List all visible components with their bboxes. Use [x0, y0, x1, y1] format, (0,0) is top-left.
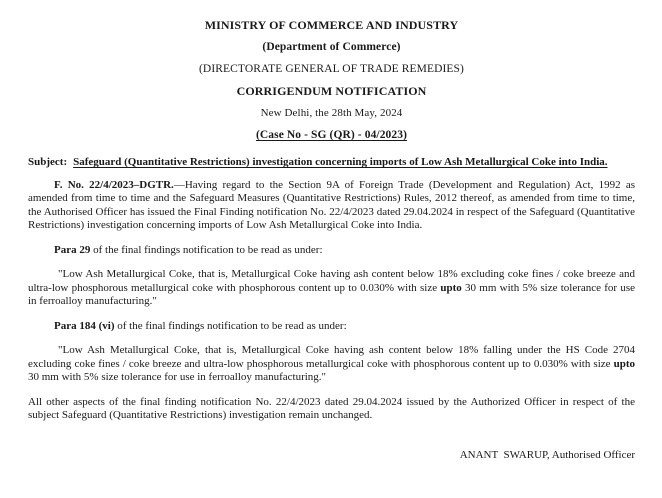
subject-line	[28, 155, 635, 170]
para-29-text: of the final findings notification to be read as under:	[90, 243, 323, 256]
subject-text: Safeguard (Quantitative Restrictions) investigation concerning imports of Low Ash Metallurgical Coke into India.	[73, 156, 608, 168]
para-184-text: of the final findings notification to be read as under:	[114, 319, 347, 332]
para-29-quoted-definition	[28, 268, 635, 309]
signature-line: ANANT SWARUP, Authorised Officer	[459, 448, 635, 461]
notification-type-title: CORRIGENDUM NOTIFICATION	[236, 84, 427, 98]
opening-paragraph-text: —Having regard to the Section 9A of Foreign Trade (Development and Regulation) Act, 1992 as amended from time to time and the Safeguard Measures (Quantitative Restrictions) Rules, 2012 thereof, as amended from time to time, the Authorised Officer has issued the Final Finding notification No. 22/4/2023 dated 29.04.2024 in respect of the Safeguard (Quantitative Restrictions) investigation concerning imports of Low Ash Metallurgical Coke into India.	[28, 178, 636, 231]
closing-paragraph: All other aspects of the final finding notification No. 22/4/2023 dated 29.04.2024 issued by the Authorized Officer in respect of the subject Safeguard (Quantitative Restrictions) investigation remain unchanged.	[28, 395, 635, 421]
para-184-heading	[28, 320, 635, 334]
directorate-subtitle: (DIRECTORATE GENERAL OF TRADE REMEDIES)	[199, 63, 464, 75]
department-subtitle: (Department of Commerce)	[262, 41, 401, 53]
quote2-text-end: 30 mm with 5% size tolerance for use in ferroalloy manufacturing."	[28, 371, 327, 383]
opening-paragraph	[28, 179, 635, 233]
quote2-text-start: "Low Ash Metallurgical Coke, that is, Metallurgical Coke having ash content below 18% falling under the HS Code 2704 excluding coke fines / coke breeze and ultra-low phosphorous metallurgical coke with phosphorous content up to 0.030% with size	[28, 344, 635, 370]
quote1-text-start: "Low Ash Metallurgical Coke, that is, Metallurgical Coke having ash content below 18% excluding coke fines / coke breeze and ultra-low phosphorous metallurgical coke with phosphorous content up to 0.030% with size	[28, 268, 635, 294]
quote1-text-end: 30 mm with 5% size tolerance for use in ferroalloy manufacturing."	[28, 281, 635, 307]
place-and-date: New Delhi, the 28th May, 2024	[260, 107, 403, 119]
case-number-text: (Case No - SG (QR) - 04/2023)	[255, 129, 408, 141]
para-29-ref: Para 29	[54, 243, 91, 256]
quote2-upto-bold: upto	[613, 357, 635, 370]
case-number	[28, 129, 635, 142]
subject-label: Subject:	[28, 156, 68, 168]
file-number: F. No. 22/4/2023–DGTR.	[54, 178, 174, 191]
ministry-title: MINISTRY OF COMMERCE AND INDUSTRY	[204, 18, 459, 32]
para-29-heading	[28, 244, 635, 258]
quote1-upto-bold: upto	[440, 281, 462, 294]
para-184-ref: Para 184 (vi)	[54, 319, 115, 332]
para-184-quoted-definition	[28, 344, 635, 385]
